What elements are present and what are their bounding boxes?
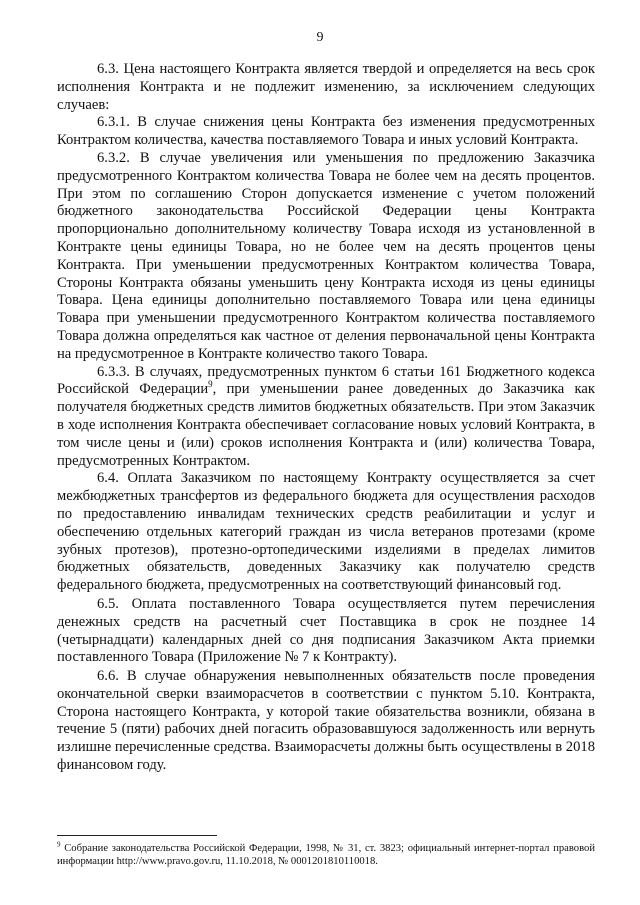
page-number: 9 — [316, 30, 324, 45]
footnote-marker: 9 — [57, 840, 61, 849]
footnote-reference: 9 — [208, 379, 213, 390]
clause-6-3: 6.3. Цена настоящего Контракта является твердой и определяется на весь срок исполнения Контракта и не подлежит изменению, за исключением следующих случаев: — [57, 61, 595, 113]
contract-text — [57, 61, 595, 775]
clause-6-3-3 — [57, 364, 595, 471]
clause-6-3-2: 6.3.2. В случае увеличения или уменьшения по предложению Заказчика предусмотренного Контрактом количества Товара не более чем на десять процентов. При этом по соглашению Сторон допускается изменение с учетом положений бюджетного законодательства Российской Федерации цены Контракта пропорционально дополнительному количеству Товара исходя из установленной в Контракте цены единицы Товара, но не более чем на десять процентов цены Контракта. При уменьшении предусмотренных Контрактом количества Товара, Стороны Контракта обязаны уменьшить цену Контракта исходя из цены единицы Товара. Цена единицы дополнительно поставляемого Товара или цена единицы Товара при уменьшении предусмотренного Контрактом количества поставляемого Товара должна определяться как частное от деления первоначальной цены Контракта на предусмотренное в Контракте количество такого Товара. — [57, 149, 595, 362]
footnote — [57, 842, 595, 868]
clause-6-3-3-text-start: 6.3.3. В случаях, предусмотренных пунктом 6 статьи 161 Бюджетного кодекса Российской Федерации — [57, 363, 595, 398]
clause-6-5: 6.5. Оплата поставленного Товара осуществляется путем перечисления денежных средств на расчетный счет Поставщика в срок не позднее 14 (четырнадцати) календарных дней со дня подписания Заказчиком Акта приемки поставленного Товара (Приложение № 7 к Контракту). — [57, 595, 595, 666]
footnote-divider — [57, 835, 217, 836]
clause-6-4: 6.4. Оплата Заказчиком по настоящему Контракту осуществляется за счет межбюджетных трансфертов из федерального бюджета для осуществления расходов по предоставлению инвалидам технических средств реабилитации и услуг и обеспечению отдельных категорий граждан из числа ветеранов протезами (кроме зубных протезов), протезно-ортопедическими изделиями в пределах лимитов бюджетных обязательств, доведенных Заказчику как получателю средств федерального бюджета, предусмотренных на соответствующий финансовый год. — [57, 470, 595, 594]
clause-6-3-3-text-end: , при уменьшении ранее доведенных до Заказчика как получателя бюджетных средств лимитов бюджетных обязательств. При этом Заказчик в ходе исполнения Контракта обеспечивает согласование новых условий Контракта, в том числе цены и (или) сроков исполнения Контракта и (или) количества Товара, предусмотренных Контрактом. — [57, 381, 595, 469]
clause-6-6: 6.6. В случае обнаружения невыполненных обязательств после проведения окончательной сверки взаиморасчетов в соответствии с пунктом 5.10. Контракта, Сторона настоящего Контракта, у которой такие обязательства возникли, обязана в течение 5 (пяти) рабочих дней погасить образовавшуюся задолженность или вернуть излишне перечисленные средства. Взаиморасчеты должны быть осуществлены в 2018 финансовом году. — [57, 668, 595, 774]
footnote-text: Собрание законодательства Российской Федерации, 1998, № 31, ст. 3823; официальный интернет-портал правовой информации http://www.pravo.gov.ru, 11.10.2018, № 0001201810110018. — [57, 843, 595, 867]
clause-6-3-1: 6.3.1. В случае снижения цены Контракта без изменения предусмотренных Контрактом количества, качества поставляемого Товара и иных условий Контракта. — [57, 114, 595, 149]
